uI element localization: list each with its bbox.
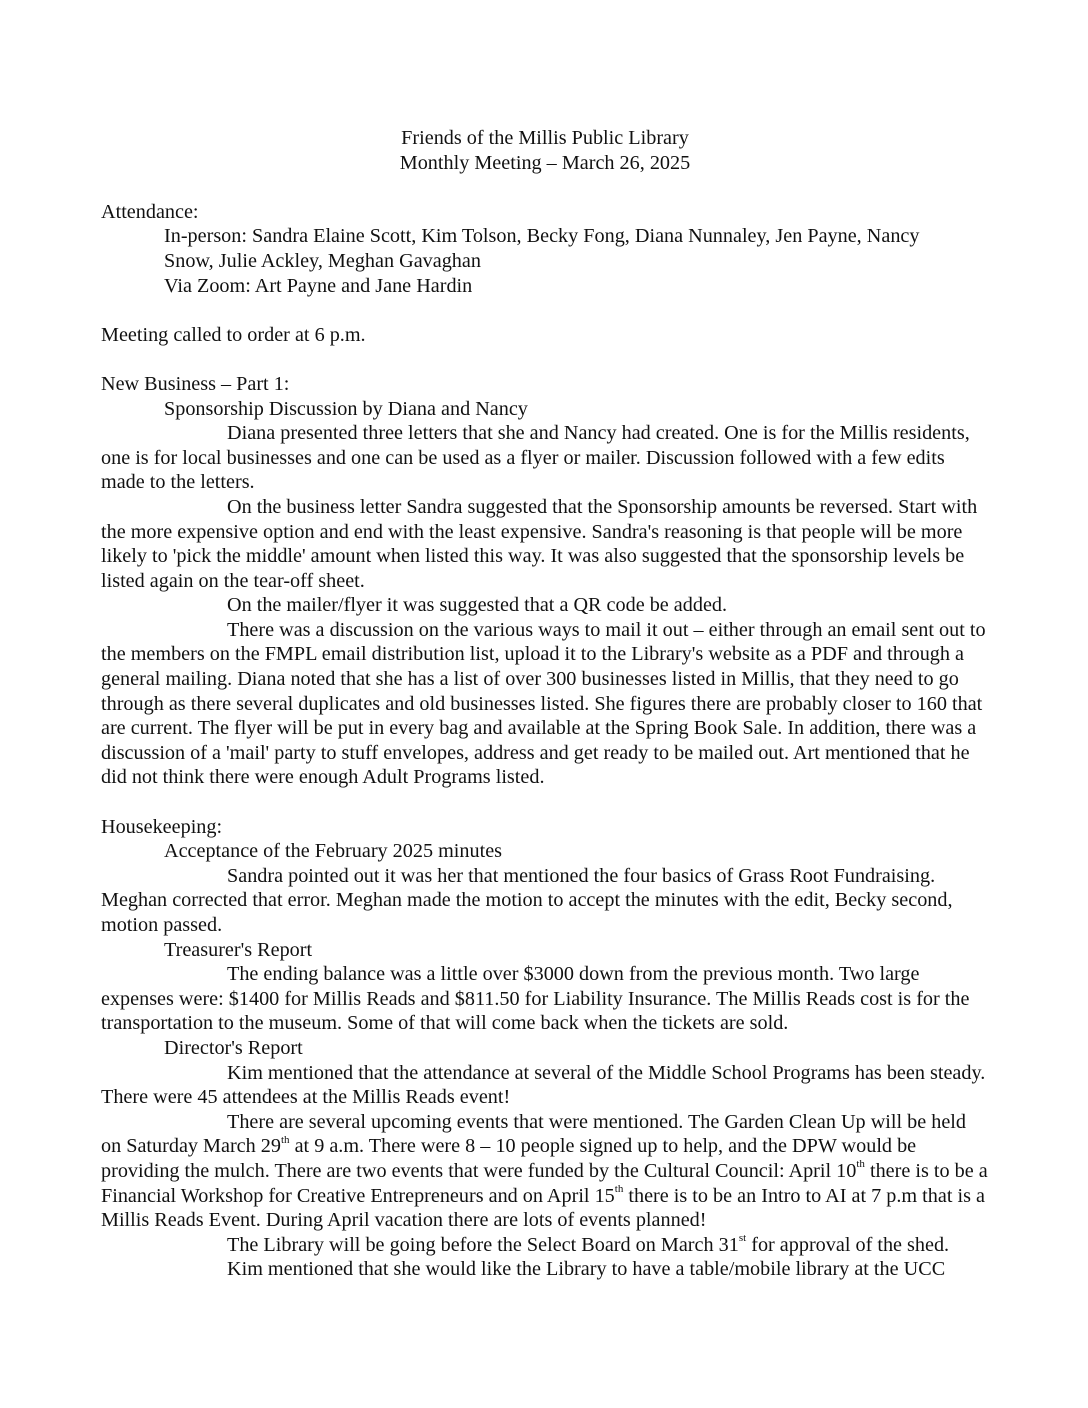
organization-title: Friends of the Millis Public Library (401, 127, 689, 149)
minutes-page (101, 126, 989, 1282)
sponsorship-paragraph: There was a discussion on the various ways to mail it out – either through an email sent out to the members on the FMPL email distribution list, upload it to the Library's website as a PDF and through a general mailing. Diana noted that she has a list of over 300 businesses listed in Millis, that they need to go through as there several duplicates and old businesses listed. She figures there are probably closer to 160 that are current. The flyer will be put in every bag and available at the Spring Book Sale. In addition, there was a discussion of a 'mail' party to stuff envelopes, address and get ready to be mailed out. Art mentioned that he did not think there were enough Adult Programs listed. (101, 618, 986, 789)
ordinal-suffix: st (738, 1231, 747, 1244)
attendance-heading: Attendance: (101, 200, 199, 223)
attendance-section (101, 200, 989, 298)
events-text: there is to be a Financial Workshop for Creative Entrepreneurs and on April 15 (101, 1159, 988, 1207)
call-to-order: Meeting called to order at 6 p.m. (101, 323, 366, 346)
director-paragraph: Kim mentioned that the attendance at several of the Middle School Programs has been steady. There were 45 attendees at the Millis Reads event! (101, 1061, 986, 1109)
treasurer-heading: Treasurer's Report (164, 938, 313, 961)
document-header (101, 126, 989, 175)
director-paragraph-ucc: Kim mentioned that she would like the Library to have a table/mobile library at the UCC (227, 1258, 946, 1281)
treasurer-paragraph: The ending balance was a little over $3000 down from the previous month. Two large expenses were: $1400 for Millis Reads and $811.50 for Liability Insurance. The Millis Reads cost is for the transportation to the museum. Some of that will come back when the tickets are sold. (101, 963, 970, 1035)
sponsorship-heading: Sponsorship Discussion by Diana and Nancy (164, 397, 528, 420)
attendance-zoom: Via Zoom: Art Payne and Jane Hardin (164, 274, 473, 297)
housekeeping-heading: Housekeeping: (101, 815, 223, 838)
ordinal-suffix: th (280, 1133, 290, 1146)
minutes-heading: Acceptance of the February 2025 minutes (164, 840, 503, 863)
director-heading: Director's Report (164, 1036, 303, 1059)
events-text: at 9 a.m. There were 8 – 10 people signed up to help, and the DPW would be providing the mulch. There are two events that were funded by the Cultural Council: April 10 (101, 1135, 917, 1182)
new-business-section (101, 372, 989, 790)
meeting-title: Monthly Meeting – March 26, 2025 (399, 151, 691, 174)
new-business-heading: New Business – Part 1: (101, 372, 290, 395)
select-board-text: The Library will be going before the Select Board on March 31 (227, 1233, 739, 1256)
select-board-text: for approval of the shed. (746, 1233, 950, 1256)
sponsorship-paragraph: Diana presented three letters that she and Nancy had created. One is for the Millis residents, one is for local businesses and one can be used as a flyer or mailer. Discussion followed with a few edits made to the letters. (101, 422, 970, 494)
sponsorship-paragraph: On the business letter Sandra suggested that the Sponsorship amounts be reversed. Start with the more expensive option and end with the least expensive. Sandra's reasoning is that people will be more likely to 'pick the middle' amount when listed this way. It was also suggested that the sponsorship levels be listed again on the tear-off sheet. (101, 495, 978, 592)
ordinal-suffix: th (856, 1158, 865, 1171)
director-paragraph-events (101, 1110, 989, 1233)
attendance-in-person: In-person: Sandra Elaine Scott, Kim Tolson, Becky Fong, Diana Nunnaley, Jen Payne, Nancy Snow, Julie Ackley, Meghan Gavaghan (164, 225, 920, 272)
ordinal-suffix: th (614, 1182, 624, 1195)
events-text: There are several upcoming events that were mentioned. The Garden Clean Up will be held on Saturday March 29 (101, 1110, 967, 1158)
minutes-paragraph: Sandra pointed out it was her that mentioned the four basics of Grass Root Fundraising. Meghan corrected that error. Meghan made the motion to accept the minutes with the edit, Becky second, motion passed. (101, 864, 953, 936)
housekeeping-section (101, 815, 989, 1282)
director-paragraph-select-board (101, 1233, 989, 1258)
events-text: there is to be an Intro to AI at 7 p.m that is a Millis Reads Event. During April vacation there are lots of events planned! (101, 1184, 985, 1232)
sponsorship-paragraph: On the mailer/flyer it was suggested that a QR code be added. (227, 594, 728, 617)
